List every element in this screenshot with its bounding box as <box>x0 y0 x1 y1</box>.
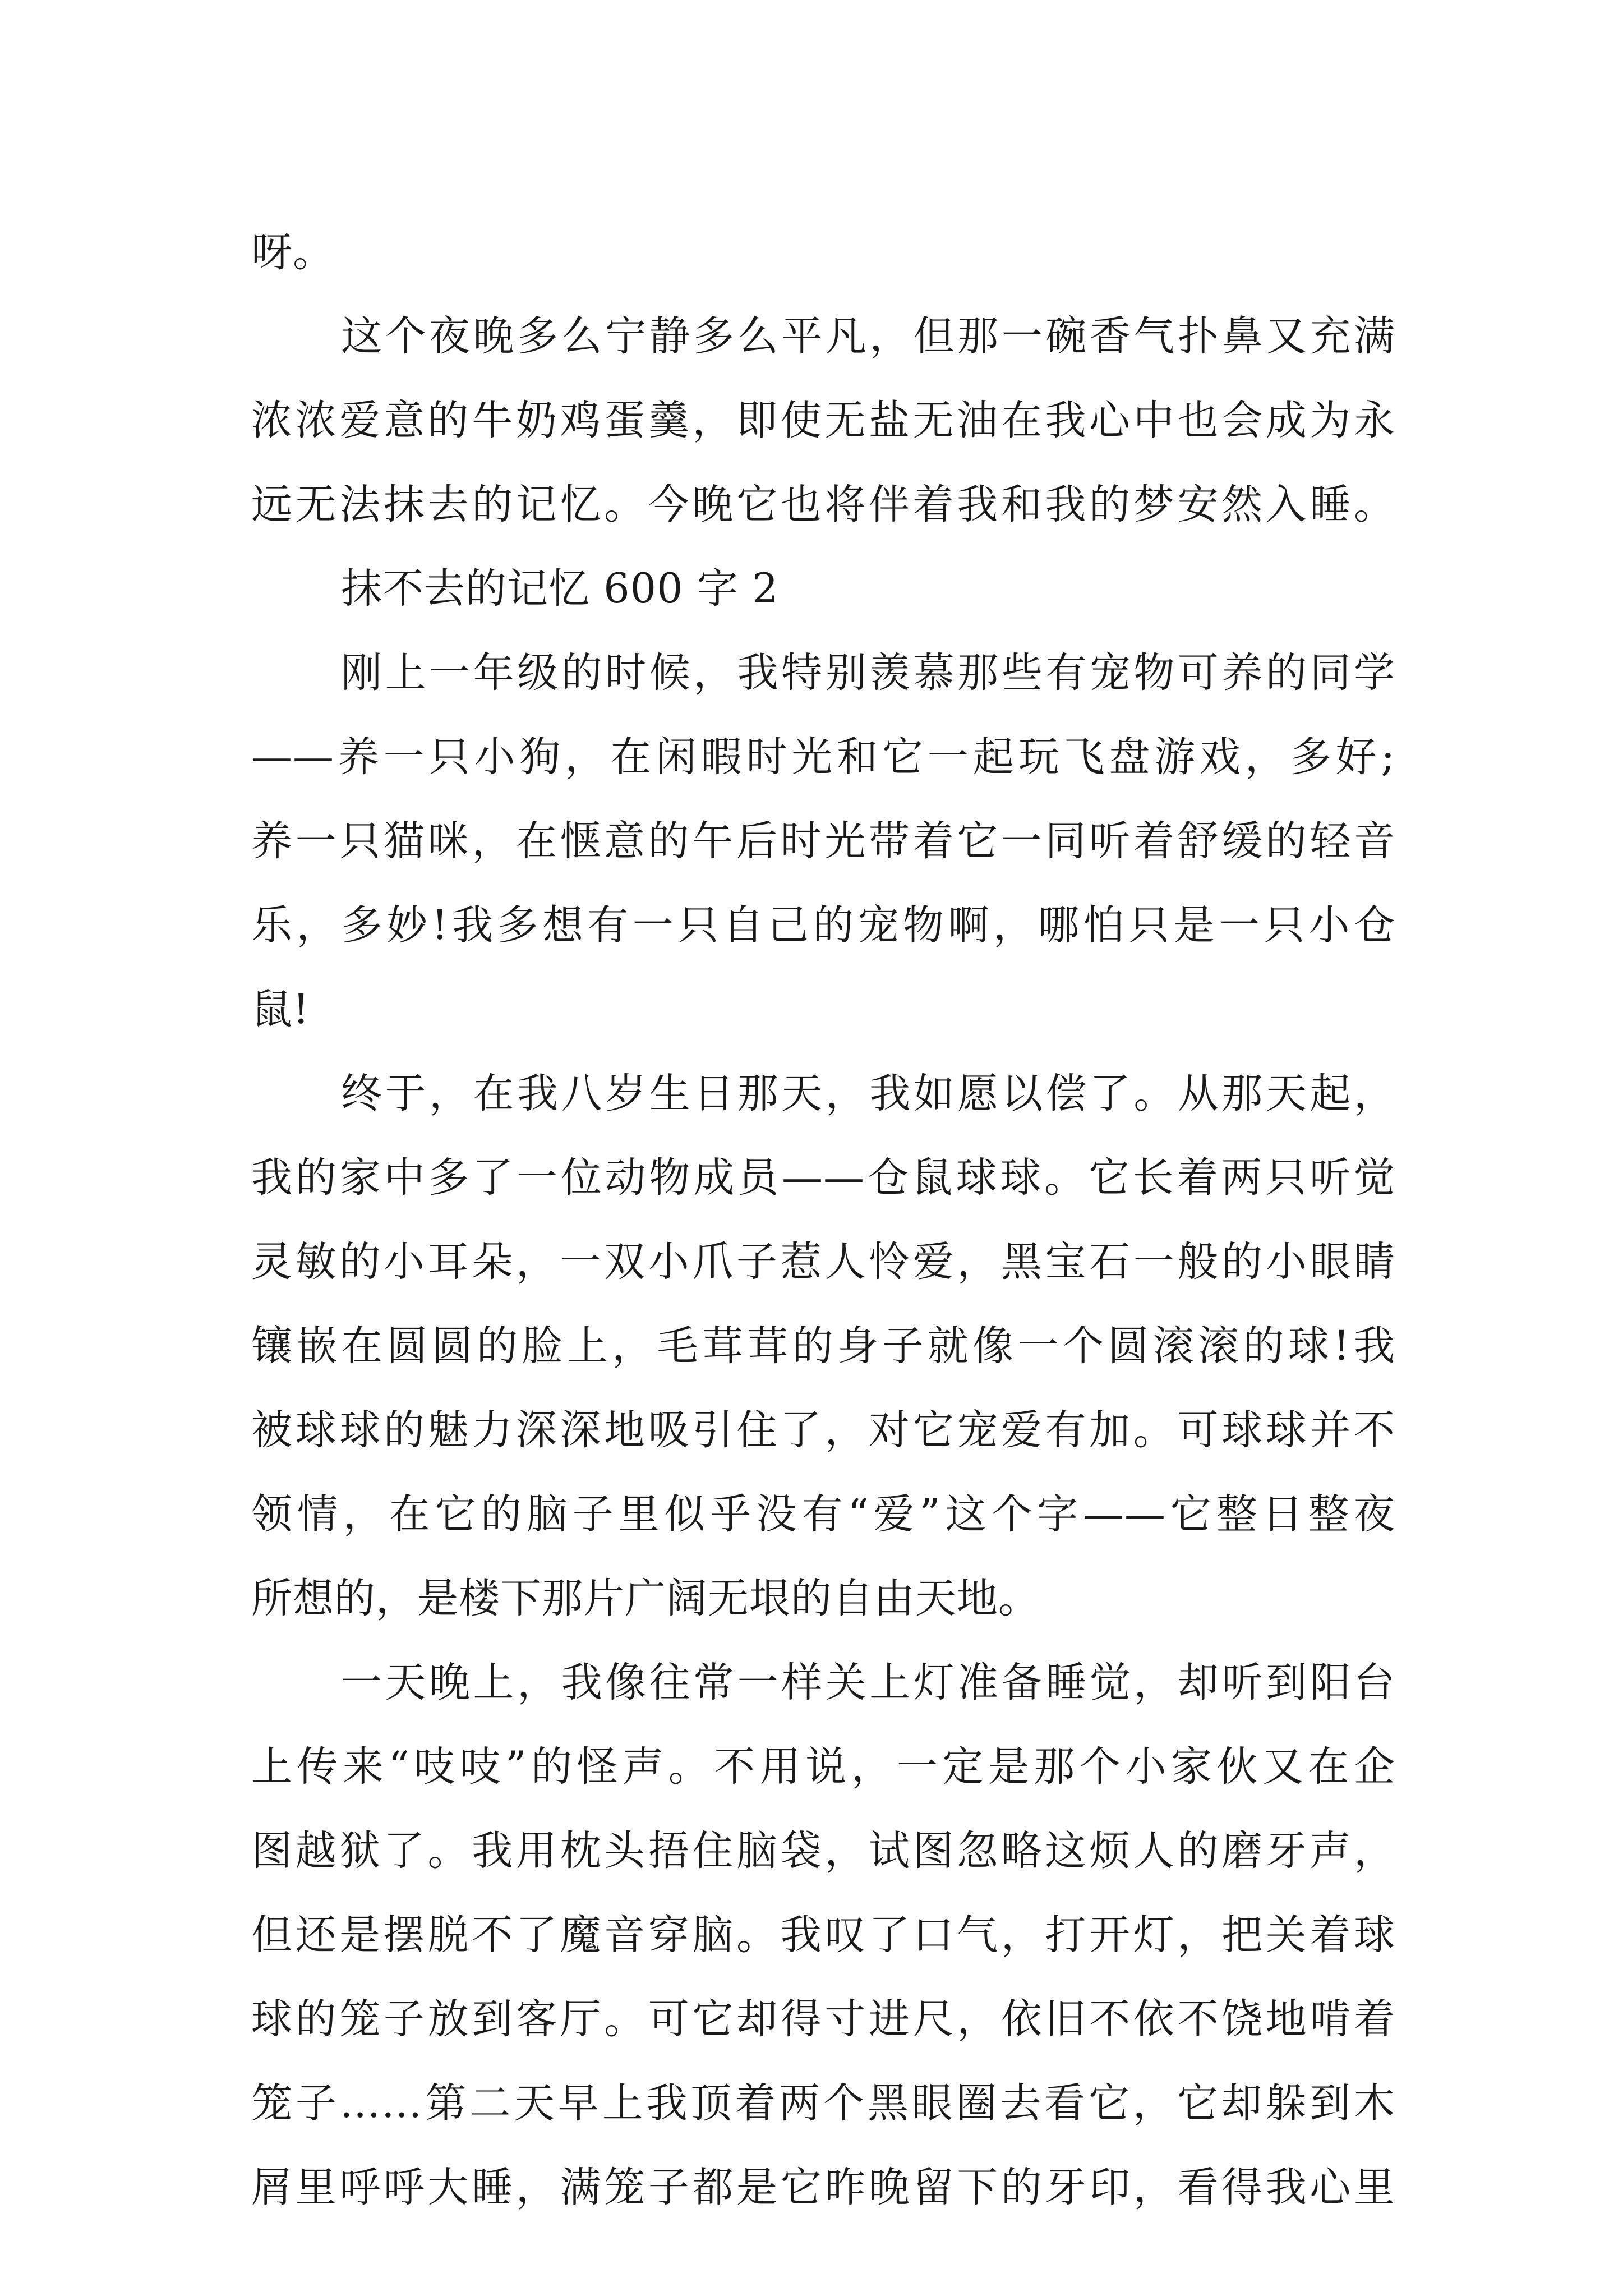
text-line: 所想的，是楼下那片广阔无垠的自由天地。 <box>251 1575 1040 1622</box>
text-line: 浓浓爱意的牛奶鸡蛋羹，即使无盐无油在我心中也会成为永 <box>251 397 1395 444</box>
text-line: 乐，多妙!我多想有一只自己的宠物啊，哪怕只是一只小仓 <box>251 901 1395 949</box>
text-line: 我的家中多了一位动物成员——仓鼠球球。它长着两只听觉 <box>251 1154 1395 1202</box>
text-line: 笼子……第二天早上我顶着两个黑眼圈去看它，它却躲到木 <box>251 2079 1395 2127</box>
text-line: 一天晚上，我像往常一样关上灯准备睡觉，却听到阳台 <box>341 1659 1395 1706</box>
text-line: 但还是摆脱不了魔音穿脑。我叹了口气，打开灯，把关着球 <box>251 1911 1395 1959</box>
text-line: 灵敏的小耳朵，一双小爪子惹人怜爱，黑宝石一般的小眼睛 <box>251 1238 1395 1286</box>
text-line: ——养一只小狗，在闲暇时光和它一起玩飞盘游戏，多好; <box>251 733 1395 781</box>
text-line: 屑里呼呼大睡，满笼子都是它昨晚留下的牙印，看得我心里 <box>251 2164 1395 2211</box>
text-line: 呀。 <box>251 228 334 276</box>
text-line: 刚上一年级的时候，我特别羡慕那些有宠物可养的同学 <box>341 649 1395 697</box>
section-heading: 抹不去的记忆 600 字 2 <box>341 565 779 613</box>
text-line: 图越狱了。我用枕头捂住脑袋，试图忽略这烦人的磨牙声， <box>251 1827 1395 1875</box>
text-line: 终于，在我八岁生日那天，我如愿以偿了。从那天起， <box>341 1070 1395 1117</box>
text-line: 上传来“吱吱”的怪声。不用说，一定是那个小家伙又在企 <box>251 1743 1395 1791</box>
text-line: 鼠! <box>251 986 310 1033</box>
text-line: 远无法抹去的记忆。今晚它也将伴着我和我的梦安然入睡。 <box>251 481 1395 528</box>
text-line: 养一只猫咪，在惬意的午后时光带着它一同听着舒缓的轻音 <box>251 817 1395 865</box>
text-line: 这个夜晚多么宁静多么平凡，但那一碗香气扑鼻又充满 <box>341 312 1395 360</box>
text-line: 镶嵌在圆圆的脸上，毛茸茸的身子就像一个圆滚滚的球!我 <box>251 1322 1395 1370</box>
text-line: 领情，在它的脑子里似乎没有“爱”这个字——它整日整夜 <box>251 1490 1395 1538</box>
text-line: 球的笼子放到客厅。可它却得寸进尺，依旧不依不饶地啃着 <box>251 1995 1395 2043</box>
text-line: 被球球的魅力深深地吸引住了，对它宠爱有加。可球球并不 <box>251 1406 1395 1454</box>
